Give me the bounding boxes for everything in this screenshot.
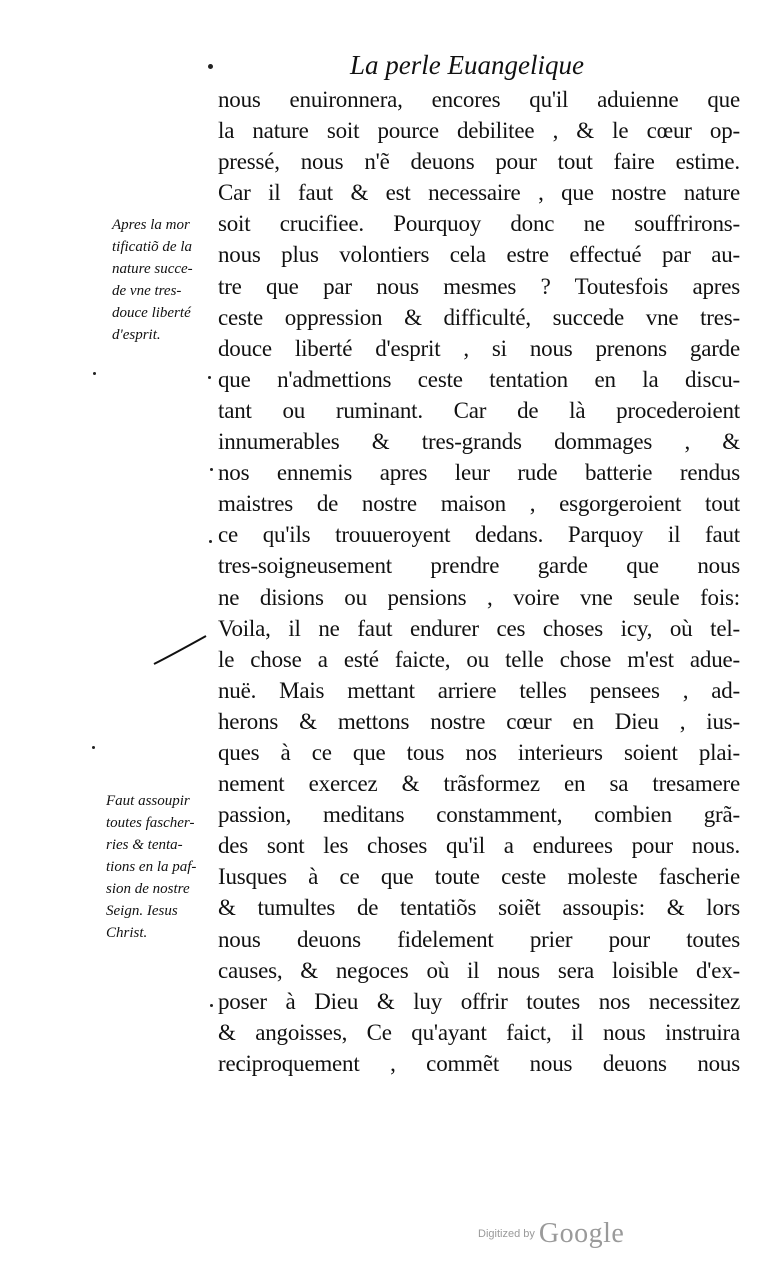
- body-line: que n'admettions ceste tentation en la discu-: [218, 366, 740, 392]
- body-line: poser à Dieu & luy offrir toutes nos necessitez: [218, 988, 740, 1014]
- body-line: innumerables & tres-grands dommages , &: [218, 429, 740, 455]
- margin-note-line: Seign. Iesus: [106, 903, 178, 919]
- ink-speck: [208, 64, 213, 69]
- watermark-prefix: Digitized by: [478, 1228, 535, 1240]
- body-line: ce qu'ils trouueroyent dedans. Parquoy il faut: [218, 522, 740, 548]
- body-line: tre que par nous mesmes ? Toutesfois apres: [218, 273, 740, 299]
- margin-note-line: de vne tres-: [112, 283, 182, 299]
- body-line: nous plus volontiers cela estre effectué par au-: [218, 242, 740, 268]
- body-line: reciproquement , commẽt nous deuons nous: [218, 1050, 740, 1076]
- margin-note-line: Apres la mor: [112, 217, 190, 233]
- running-head: La perle Euangelique: [350, 50, 584, 80]
- body-line: Voila, il ne faut endurer ces choses icy, où tel-: [218, 615, 740, 641]
- margin-note-line: douce liberté: [112, 305, 191, 321]
- margin-note-line: d'esprit.: [112, 327, 161, 343]
- ink-speck: [208, 376, 211, 379]
- margin-note-line: toutes fascher-: [106, 815, 195, 831]
- margin-note-line: nature succe-: [112, 261, 193, 277]
- body-line: ceste oppression & difficulté, succede vne tres-: [218, 304, 740, 330]
- body-line: pressé, nous n'ẽ deuons pour tout faire estime.: [218, 149, 740, 175]
- body-line: la nature soit pource debilitee , & le cœur op-: [218, 118, 740, 144]
- body-line: nous deuons fidelement prier pour toutes: [218, 926, 740, 952]
- margin-note-line: tions en la paf-: [106, 859, 197, 875]
- body-line: ques à ce que tous nos interieurs soient plai-: [218, 739, 740, 765]
- body-text: [218, 84, 740, 1079]
- body-line: ne disions ou pensions , voire vne seule fois:: [218, 584, 740, 610]
- margin-note-line: tificatiõ de la: [112, 239, 192, 255]
- ink-speck: [210, 468, 213, 471]
- google-logo: Google: [538, 1218, 625, 1249]
- body-line: nement exercez & trãsformez en sa tresamere: [218, 771, 740, 797]
- body-line: le chose a esté faicte, ou telle chose m'est adue-: [218, 646, 740, 672]
- body-line: herons & mettons nostre cœur en Dieu , ius-: [218, 708, 740, 734]
- margin-note-line: Faut assoupir: [106, 793, 190, 809]
- ink-speck: [92, 746, 95, 749]
- body-line: & tumultes de tentatiõs soiẽt assoupis: & lors: [218, 895, 740, 921]
- body-line: douce liberté d'esprit , si nous prenons garde: [218, 335, 740, 361]
- margin-note-mortification: [112, 214, 216, 346]
- body-line: causes, & negoces où il nous sera loisible d'ex-: [218, 957, 740, 983]
- body-line: nos ennemis apres leur rude batterie rendus: [218, 460, 740, 486]
- margin-note-passion: [106, 790, 226, 944]
- body-line: tres-soigneusement prendre garde que nous: [218, 553, 740, 579]
- margin-note-line: sion de nostre: [106, 881, 190, 897]
- body-line: des sont les choses qu'il a endurees pour nous.: [218, 833, 740, 859]
- body-line: nuë. Mais mettant arriere telles pensees , ad-: [218, 677, 740, 703]
- ink-speck: [93, 372, 96, 375]
- body-line: soit crucifiee. Pourquoy donc ne souffrirons-: [218, 211, 740, 237]
- body-line: & angoisses, Ce qu'ayant faict, il nous instruira: [218, 1019, 740, 1045]
- body-line: Car il faut & est necessaire , que nostre nature: [218, 180, 740, 206]
- body-line: tant ou ruminant. Car de là procederoient: [218, 397, 740, 423]
- body-line: maistres de nostre maison , esgorgeroient tout: [218, 491, 740, 517]
- ink-speck: [210, 1004, 213, 1007]
- margin-note-line: ries & tenta-: [106, 837, 183, 853]
- pen-stroke-mark: [150, 620, 210, 670]
- digitized-watermark: [478, 1218, 624, 1250]
- body-line: nous enuironnera, encores qu'il aduienne que: [218, 87, 740, 112]
- body-line: Iusques à ce que toute ceste moleste fascherie: [218, 864, 740, 890]
- body-line: passion, meditans constamment, combien grã-: [218, 802, 740, 828]
- margin-note-line: Christ.: [106, 925, 148, 941]
- ink-speck: [209, 540, 212, 543]
